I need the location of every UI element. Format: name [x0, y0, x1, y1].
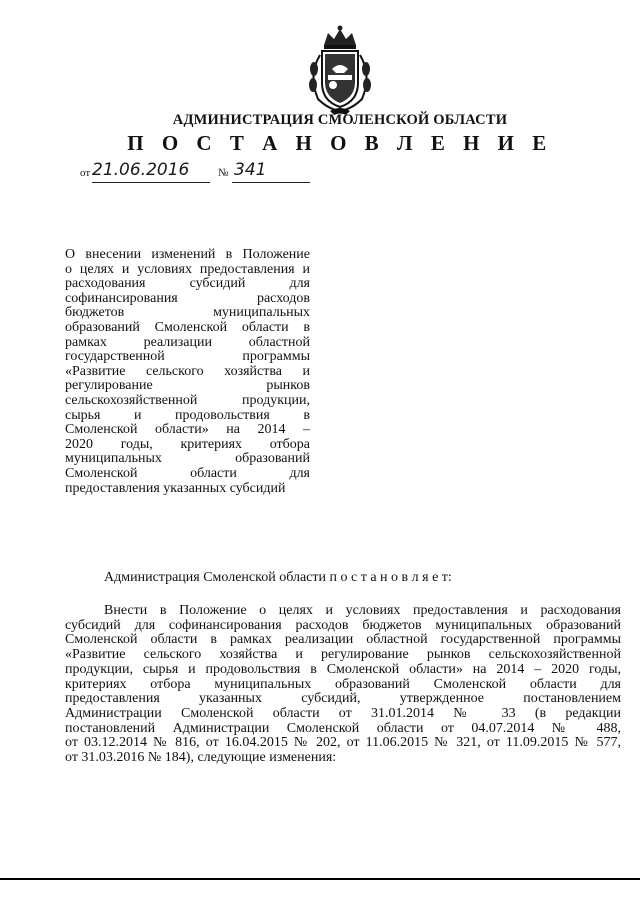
- subject-line: муниципальных образований: [65, 451, 310, 467]
- body-line: субсидий для софинансирования расходов бюджетов муниципальных образований: [65, 617, 621, 633]
- number-label: №: [218, 167, 229, 179]
- subject-line: Смоленской области для: [65, 465, 310, 481]
- document-date: 21.06.2016: [92, 160, 190, 180]
- subject-line: О внесении изменений в Положение: [65, 247, 310, 262]
- subject-line: «Развитие сельского хозяйства и: [65, 363, 310, 379]
- subject-line: рамках реализации областной: [65, 334, 310, 350]
- body-line: Смоленской области в рамках реализации областной государственной программы: [65, 632, 621, 648]
- subject-line: бюджетов муниципальных: [65, 305, 310, 321]
- subject-line: 2020 годы, критериях отбора: [65, 436, 310, 452]
- coat-of-arms-icon: [300, 25, 380, 117]
- subject-line: расходования субсидий для: [65, 276, 310, 292]
- number-underline: [232, 182, 310, 183]
- body-line: критериях отбора муниципальных образований Смоленской области для: [65, 676, 621, 692]
- body-paragraph: [65, 604, 621, 766]
- body-line: Внести в Положение о целях и условиях предоставления и расходования: [104, 603, 621, 618]
- page-bottom-rule: [0, 878, 640, 880]
- body-line: постановлений Администрации Смоленской области от 04.07.2014 № 488,: [65, 720, 621, 736]
- body-line: «Развитие сельского хозяйства и регулирование рынков сельскохозяйственной: [65, 647, 621, 663]
- subject-line: государственной программы: [65, 349, 310, 365]
- body-line: Администрации Смоленской области от 31.01.2014 № 33 (в редакции: [65, 705, 621, 721]
- date-label: от: [80, 167, 91, 179]
- organization-name: АДМИНИСТРАЦИЯ СМОЛЕНСКОЙ ОБЛАСТИ: [172, 112, 508, 128]
- ruling-statement: Администрация Смоленской области п о с т а н о в л я е т:: [104, 570, 452, 585]
- document-subject: [65, 248, 310, 496]
- subject-line: регулирование рынков: [65, 378, 310, 394]
- body-line: от 31.03.2016 № 184), следующие изменения:: [65, 750, 337, 766]
- subject-line: образований Смоленской области в: [65, 319, 310, 335]
- body-line: предоставления указанных субсидий, утвержденное постановлением: [65, 691, 621, 707]
- body-line: от 03.12.2014 № 816, от 16.04.2015 № 202, от 11.06.2015 № 321, от 11.09.2015 № 577,: [65, 735, 621, 751]
- document-type: П О С Т А Н О В Л Е Н И Е: [127, 131, 553, 155]
- body-line: продукции, сырья и продовольствия в Смоленской области» на 2014 – 2020 годы,: [65, 661, 621, 677]
- document-number: 341: [234, 160, 267, 180]
- subject-line: о целях и условиях предоставления и: [65, 261, 310, 277]
- subject-line: сырья и продовольствия в: [65, 407, 310, 423]
- subject-line: Смоленской области» на 2014 –: [65, 422, 310, 438]
- date-underline: [92, 182, 210, 183]
- subject-line: сельскохозяйственной продукции,: [65, 392, 310, 408]
- subject-line: предоставления указанных субсидий: [65, 480, 286, 496]
- subject-line: софинансирования расходов: [65, 290, 310, 306]
